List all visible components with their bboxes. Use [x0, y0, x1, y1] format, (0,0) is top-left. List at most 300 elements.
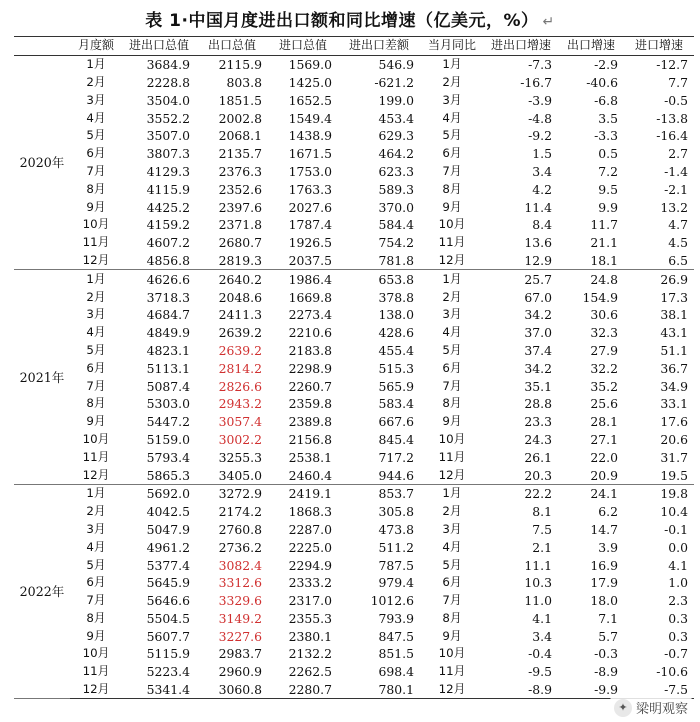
- total-growth-cell: -9.5: [528, 664, 552, 680]
- export-growth-cell: 18.0: [590, 593, 618, 609]
- table-row: [14, 288, 694, 306]
- import-cell: 1425.0: [288, 74, 332, 90]
- export-cell: 2411.3: [218, 307, 262, 323]
- month-cell: 5月: [442, 342, 462, 357]
- import-growth-cell: 2.7: [668, 146, 688, 162]
- table-row: [14, 645, 694, 663]
- table-row: [14, 556, 694, 574]
- export-growth-cell: 27.9: [590, 342, 618, 358]
- total-cell: 4129.3: [146, 163, 190, 179]
- table-row: [14, 145, 694, 163]
- balance-cell: 453.4: [378, 110, 414, 126]
- table-row: [14, 359, 694, 377]
- table-row: [14, 538, 694, 556]
- export-growth-cell: 32.2: [590, 360, 618, 376]
- month-cell: 12月: [70, 466, 122, 484]
- month-cell: 2月: [442, 74, 462, 89]
- month-cell: 11月: [438, 235, 466, 250]
- total-cell: 5607.7: [146, 628, 190, 644]
- export-cell: 2736.2: [218, 539, 262, 555]
- export-growth-cell: 5.7: [598, 628, 618, 644]
- balance-cell: 138.0: [378, 307, 414, 323]
- import-cell: 2389.8: [288, 414, 332, 430]
- month-cell: 7月: [86, 163, 106, 178]
- balance-cell: 370.0: [378, 199, 414, 215]
- month-cell: 7月: [442, 163, 462, 178]
- table-row: [14, 306, 694, 324]
- month-cell: 4月: [86, 325, 106, 340]
- header-cell: 当月同比: [420, 37, 484, 56]
- month-cell: 12月: [420, 466, 484, 484]
- watermark-text: 梁明观察: [635, 702, 688, 717]
- import-cell: 1753.0: [288, 163, 332, 179]
- table-row: [14, 503, 694, 521]
- total-growth-cell: 25.7: [524, 271, 552, 287]
- balance-cell: 698.4: [378, 664, 414, 680]
- export-growth-cell: -8.9: [594, 664, 618, 680]
- table-row: [14, 180, 694, 198]
- table-row: [14, 448, 694, 466]
- import-growth-cell: 20.6: [660, 431, 688, 447]
- import-growth-cell: 4.7: [668, 217, 688, 233]
- balance-cell: 793.9: [378, 610, 414, 626]
- export-cell: 2002.8: [218, 110, 262, 126]
- export-growth-cell: 14.7: [590, 521, 618, 537]
- import-growth-cell: -1.4: [664, 163, 688, 179]
- month-cell: 12月: [70, 252, 122, 270]
- import-cell: 1787.4: [288, 217, 332, 233]
- total-cell: 3807.3: [146, 146, 190, 162]
- import-growth-cell: -10.6: [656, 664, 688, 680]
- total-growth-cell: 22.2: [524, 486, 552, 502]
- export-growth-cell: 3.9: [598, 539, 618, 555]
- export-growth-cell: 35.2: [590, 378, 618, 394]
- import-growth-cell: 51.1: [660, 342, 688, 358]
- balance-cell: 565.9: [378, 378, 414, 394]
- month-cell: 10月: [82, 646, 110, 661]
- export-growth-cell: 24.1: [590, 486, 618, 502]
- export-growth-cell: 28.1: [590, 414, 618, 430]
- balance-cell: 464.2: [378, 146, 414, 162]
- month-cell: 12月: [420, 681, 484, 699]
- export-growth-cell: 11.7: [590, 217, 618, 233]
- month-cell: 7月: [442, 378, 462, 393]
- import-growth-cell: -0.7: [664, 646, 688, 662]
- export-growth-cell: -0.3: [594, 646, 618, 662]
- total-cell: 4115.9: [146, 181, 190, 197]
- export-cell: 3057.4: [218, 414, 262, 430]
- balance-cell: 787.5: [378, 557, 414, 573]
- export-growth-cell: 3.5: [598, 110, 618, 126]
- month-cell: 2月: [86, 504, 106, 519]
- import-growth-cell: -0.5: [664, 92, 688, 108]
- total-cell: 4626.6: [146, 271, 190, 287]
- import-cell: 2037.5: [268, 252, 338, 270]
- total-growth-cell: 37.0: [524, 325, 552, 341]
- month-cell: 5月: [442, 128, 462, 143]
- header-cell: 进口增速: [624, 37, 694, 56]
- import-growth-cell: -7.5: [624, 681, 694, 699]
- balance-cell: 717.2: [378, 449, 414, 465]
- month-cell: 7月: [86, 378, 106, 393]
- table-row: [14, 610, 694, 628]
- month-cell: 2月: [442, 289, 462, 304]
- import-growth-cell: 19.8: [660, 486, 688, 502]
- table-row: [14, 413, 694, 431]
- total-cell: 2228.8: [146, 74, 190, 90]
- total-growth-cell: 7.5: [532, 521, 552, 537]
- month-cell: 7月: [442, 593, 462, 608]
- month-cell: 11月: [82, 449, 110, 464]
- month-cell: 9月: [442, 628, 462, 643]
- import-cell: 2359.8: [288, 396, 332, 412]
- month-cell: 2月: [86, 289, 106, 304]
- total-growth-cell: 10.3: [524, 575, 552, 591]
- total-cell: 5447.2: [146, 414, 190, 430]
- month-cell: 9月: [86, 199, 106, 214]
- month-cell: 1月: [86, 57, 106, 72]
- balance-cell: 851.5: [378, 646, 414, 662]
- table-row: [14, 109, 694, 127]
- import-cell: 2225.0: [288, 539, 332, 555]
- import-growth-cell: 31.7: [660, 449, 688, 465]
- month-cell: 6月: [86, 146, 106, 161]
- total-cell: 4042.5: [146, 504, 190, 520]
- total-cell: 3507.0: [146, 128, 190, 144]
- header-cell: 进出口增速: [484, 37, 558, 56]
- export-growth-cell: 32.3: [590, 325, 618, 341]
- export-growth-cell: 9.5: [598, 181, 618, 197]
- table-row: [14, 484, 694, 502]
- month-cell: 4月: [86, 110, 106, 125]
- balance-cell: 944.6: [338, 466, 420, 484]
- import-growth-cell: 36.7: [660, 360, 688, 376]
- year-cell: 2020年: [14, 55, 70, 270]
- import-cell: 2027.6: [288, 199, 332, 215]
- export-cell: 2819.3: [196, 252, 268, 270]
- import-cell: 2156.8: [288, 431, 332, 447]
- import-growth-cell: 4.1: [668, 557, 688, 573]
- table-title: [0, 6, 700, 31]
- header-row: [14, 37, 694, 56]
- total-growth-cell: 3.4: [532, 163, 552, 179]
- month-cell: 1月: [442, 57, 462, 72]
- balance-cell: 667.6: [378, 414, 414, 430]
- import-growth-cell: 6.5: [624, 252, 694, 270]
- month-cell: 11月: [438, 664, 466, 679]
- export-growth-cell: 27.1: [590, 431, 618, 447]
- total-growth-cell: 11.0: [524, 593, 552, 609]
- import-growth-cell: 19.5: [624, 466, 694, 484]
- table-row: [14, 163, 694, 181]
- total-cell: 4856.8: [122, 252, 196, 270]
- import-growth-cell: 0.0: [668, 539, 688, 555]
- header-cell: 进口总值: [268, 37, 338, 56]
- import-growth-cell: 0.3: [668, 610, 688, 626]
- month-cell: 8月: [86, 396, 106, 411]
- header-cell: 进出口差额: [338, 37, 420, 56]
- export-cell: 2352.6: [218, 181, 262, 197]
- total-cell: 4961.2: [146, 539, 190, 555]
- month-cell: 2月: [442, 504, 462, 519]
- import-growth-cell: 4.5: [668, 235, 688, 251]
- month-cell: 1月: [86, 271, 106, 286]
- table-row: [14, 324, 694, 342]
- balance-cell: 853.7: [378, 486, 414, 502]
- month-cell: 11月: [82, 664, 110, 679]
- year-cell: 2022年: [14, 484, 70, 699]
- import-growth-cell: 38.1: [660, 307, 688, 323]
- import-growth-cell: -12.7: [656, 57, 688, 73]
- month-cell: 5月: [86, 342, 106, 357]
- total-growth-cell: 1.5: [532, 146, 552, 162]
- export-growth-cell: 20.9: [558, 466, 624, 484]
- total-growth-cell: 4.2: [532, 181, 552, 197]
- total-growth-cell: 28.8: [524, 396, 552, 412]
- import-growth-cell: 10.4: [660, 504, 688, 520]
- month-cell: 4月: [442, 110, 462, 125]
- export-growth-cell: -40.6: [586, 74, 618, 90]
- total-growth-cell: -4.8: [528, 110, 552, 126]
- table-row: [14, 234, 694, 252]
- import-growth-cell: 43.1: [660, 325, 688, 341]
- total-cell: 3552.2: [146, 110, 190, 126]
- balance-cell: 473.8: [378, 521, 414, 537]
- export-cell: 2174.2: [218, 504, 262, 520]
- export-cell: 2814.2: [218, 360, 262, 376]
- export-growth-cell: 7.1: [598, 610, 618, 626]
- import-cell: 2260.7: [288, 378, 332, 394]
- export-cell: 2639.2: [218, 342, 262, 358]
- import-growth-cell: -2.1: [664, 181, 688, 197]
- month-cell: 9月: [442, 414, 462, 429]
- table-row: [14, 127, 694, 145]
- total-cell: 4849.9: [146, 325, 190, 341]
- total-cell: 5341.4: [122, 681, 196, 699]
- month-cell: 9月: [86, 414, 106, 429]
- export-cell: 2960.9: [218, 664, 262, 680]
- total-growth-cell: 11.4: [524, 199, 552, 215]
- export-cell: 1851.5: [218, 92, 262, 108]
- total-growth-cell: 35.1: [524, 378, 552, 394]
- total-cell: 4159.2: [146, 217, 190, 233]
- month-cell: 6月: [442, 360, 462, 375]
- total-growth-cell: 8.1: [532, 504, 552, 520]
- export-cell: 2135.7: [218, 146, 262, 162]
- export-growth-cell: 17.9: [590, 575, 618, 591]
- total-cell: 5303.0: [146, 396, 190, 412]
- export-growth-cell: 25.6: [590, 396, 618, 412]
- month-cell: 1月: [442, 271, 462, 286]
- export-growth-cell: -3.3: [594, 128, 618, 144]
- month-cell: 4月: [442, 325, 462, 340]
- month-cell: 3月: [86, 92, 106, 107]
- header-cell: 出口总值: [196, 37, 268, 56]
- import-growth-cell: 7.7: [668, 74, 688, 90]
- month-cell: 4月: [442, 539, 462, 554]
- month-cell: 10月: [438, 217, 466, 232]
- total-growth-cell: -16.7: [520, 74, 552, 90]
- import-cell: 2273.4: [288, 307, 332, 323]
- balance-cell: -621.2: [374, 74, 414, 90]
- export-growth-cell: 16.9: [590, 557, 618, 573]
- month-cell: 10月: [82, 431, 110, 446]
- balance-cell: 781.8: [338, 252, 420, 270]
- total-growth-cell: 34.2: [524, 360, 552, 376]
- import-cell: 1652.5: [288, 92, 332, 108]
- balance-cell: 589.3: [378, 181, 414, 197]
- import-cell: 2355.3: [288, 610, 332, 626]
- import-cell: 2183.8: [288, 342, 332, 358]
- month-cell: 8月: [442, 610, 462, 625]
- total-cell: 5113.1: [146, 360, 190, 376]
- balance-cell: 199.0: [378, 92, 414, 108]
- month-cell: 10月: [438, 431, 466, 446]
- total-cell: 5087.4: [146, 378, 190, 394]
- table-row: [14, 377, 694, 395]
- import-growth-cell: 0.3: [668, 628, 688, 644]
- total-cell: 4425.2: [146, 199, 190, 215]
- import-growth-cell: -13.8: [656, 110, 688, 126]
- total-cell: 5692.0: [146, 486, 190, 502]
- export-cell: 2680.7: [218, 235, 262, 251]
- header-cell: [14, 37, 70, 56]
- import-cell: 2210.6: [288, 325, 332, 341]
- export-cell: 3255.3: [218, 449, 262, 465]
- total-growth-cell: 8.4: [532, 217, 552, 233]
- export-cell: 2376.3: [218, 163, 262, 179]
- total-cell: 5793.4: [146, 449, 190, 465]
- import-growth-cell: 26.9: [660, 271, 688, 287]
- export-growth-cell: 21.1: [590, 235, 618, 251]
- watermark: [610, 697, 692, 718]
- export-growth-cell: 154.9: [582, 289, 618, 305]
- export-cell: 3227.6: [218, 628, 262, 644]
- month-cell: 12月: [420, 252, 484, 270]
- total-growth-cell: 11.1: [524, 557, 552, 573]
- export-cell: 2397.6: [218, 199, 262, 215]
- month-cell: 7月: [86, 593, 106, 608]
- export-cell: 2640.2: [218, 271, 262, 287]
- import-cell: 1569.0: [288, 57, 332, 73]
- import-cell: 2262.5: [288, 664, 332, 680]
- import-cell: 1926.5: [288, 235, 332, 251]
- header-cell: 出口增速: [558, 37, 624, 56]
- import-growth-cell: 34.9: [660, 378, 688, 394]
- balance-cell: 780.1: [338, 681, 420, 699]
- export-growth-cell: 6.2: [598, 504, 618, 520]
- export-growth-cell: -9.9: [558, 681, 624, 699]
- total-growth-cell: -8.9: [484, 681, 558, 699]
- trade-table: [14, 36, 694, 699]
- balance-cell: 653.8: [378, 271, 414, 287]
- total-growth-cell: -0.4: [528, 646, 552, 662]
- total-growth-cell: 23.3: [524, 414, 552, 430]
- import-cell: 2460.4: [268, 466, 338, 484]
- export-growth-cell: 7.2: [598, 163, 618, 179]
- import-cell: 1669.8: [288, 289, 332, 305]
- table-row: [14, 574, 694, 592]
- export-cell: 2371.8: [218, 217, 262, 233]
- total-cell: 3718.3: [146, 289, 190, 305]
- import-cell: 2380.1: [288, 628, 332, 644]
- import-growth-cell: -0.1: [664, 521, 688, 537]
- export-growth-cell: 0.5: [598, 146, 618, 162]
- month-cell: 1月: [86, 486, 106, 501]
- total-cell: 4684.7: [146, 307, 190, 323]
- export-cell: 3060.8: [196, 681, 268, 699]
- balance-cell: 1012.6: [370, 593, 414, 609]
- month-cell: 8月: [86, 610, 106, 625]
- table-row: [14, 681, 694, 699]
- month-cell: 3月: [442, 92, 462, 107]
- total-cell: 5115.9: [146, 646, 190, 662]
- month-cell: 8月: [442, 181, 462, 196]
- balance-cell: 584.4: [378, 217, 414, 233]
- total-cell: 3504.0: [146, 92, 190, 108]
- total-cell: 5047.9: [146, 521, 190, 537]
- month-cell: 6月: [86, 360, 106, 375]
- import-cell: 2419.1: [288, 486, 332, 502]
- month-cell: 8月: [86, 181, 106, 196]
- header-cell: 进出口总值: [122, 37, 196, 56]
- table-row: [14, 198, 694, 216]
- total-growth-cell: 20.3: [484, 466, 558, 484]
- import-cell: 2333.2: [288, 575, 332, 591]
- total-cell: 5223.4: [146, 664, 190, 680]
- month-cell: 9月: [442, 199, 462, 214]
- month-cell: 10月: [438, 646, 466, 661]
- export-cell: 3082.4: [218, 557, 262, 573]
- month-cell: 6月: [86, 575, 106, 590]
- total-cell: 3684.9: [146, 57, 190, 73]
- month-cell: 4月: [86, 539, 106, 554]
- table-row: [14, 395, 694, 413]
- total-growth-cell: 3.4: [532, 628, 552, 644]
- export-growth-cell: 18.1: [558, 252, 624, 270]
- export-growth-cell: -2.9: [594, 57, 618, 73]
- export-cell: 3272.9: [218, 486, 262, 502]
- month-cell: 2月: [86, 74, 106, 89]
- import-cell: 1671.5: [288, 146, 332, 162]
- import-cell: 2538.1: [288, 449, 332, 465]
- import-cell: 2280.7: [268, 681, 338, 699]
- export-cell: 3149.2: [218, 610, 262, 626]
- export-cell: 2983.7: [218, 646, 262, 662]
- export-growth-cell: 9.9: [598, 199, 618, 215]
- month-cell: 1月: [442, 486, 462, 501]
- import-growth-cell: 17.6: [660, 414, 688, 430]
- table-row: [14, 252, 694, 270]
- balance-cell: 455.4: [378, 342, 414, 358]
- balance-cell: 754.2: [378, 235, 414, 251]
- total-cell: 5159.0: [146, 431, 190, 447]
- export-cell: 2115.9: [218, 57, 262, 73]
- export-cell: 2760.8: [218, 521, 262, 537]
- import-growth-cell: 17.3: [660, 289, 688, 305]
- balance-cell: 305.8: [378, 504, 414, 520]
- import-cell: 2287.0: [288, 521, 332, 537]
- balance-cell: 583.4: [378, 396, 414, 412]
- table-row: [14, 74, 694, 92]
- total-growth-cell: 67.0: [524, 289, 552, 305]
- table-row: [14, 216, 694, 234]
- total-growth-cell: 34.2: [524, 307, 552, 323]
- export-growth-cell: 30.6: [590, 307, 618, 323]
- month-cell: 5月: [442, 557, 462, 572]
- export-cell: 3312.6: [218, 575, 262, 591]
- month-cell: 6月: [442, 146, 462, 161]
